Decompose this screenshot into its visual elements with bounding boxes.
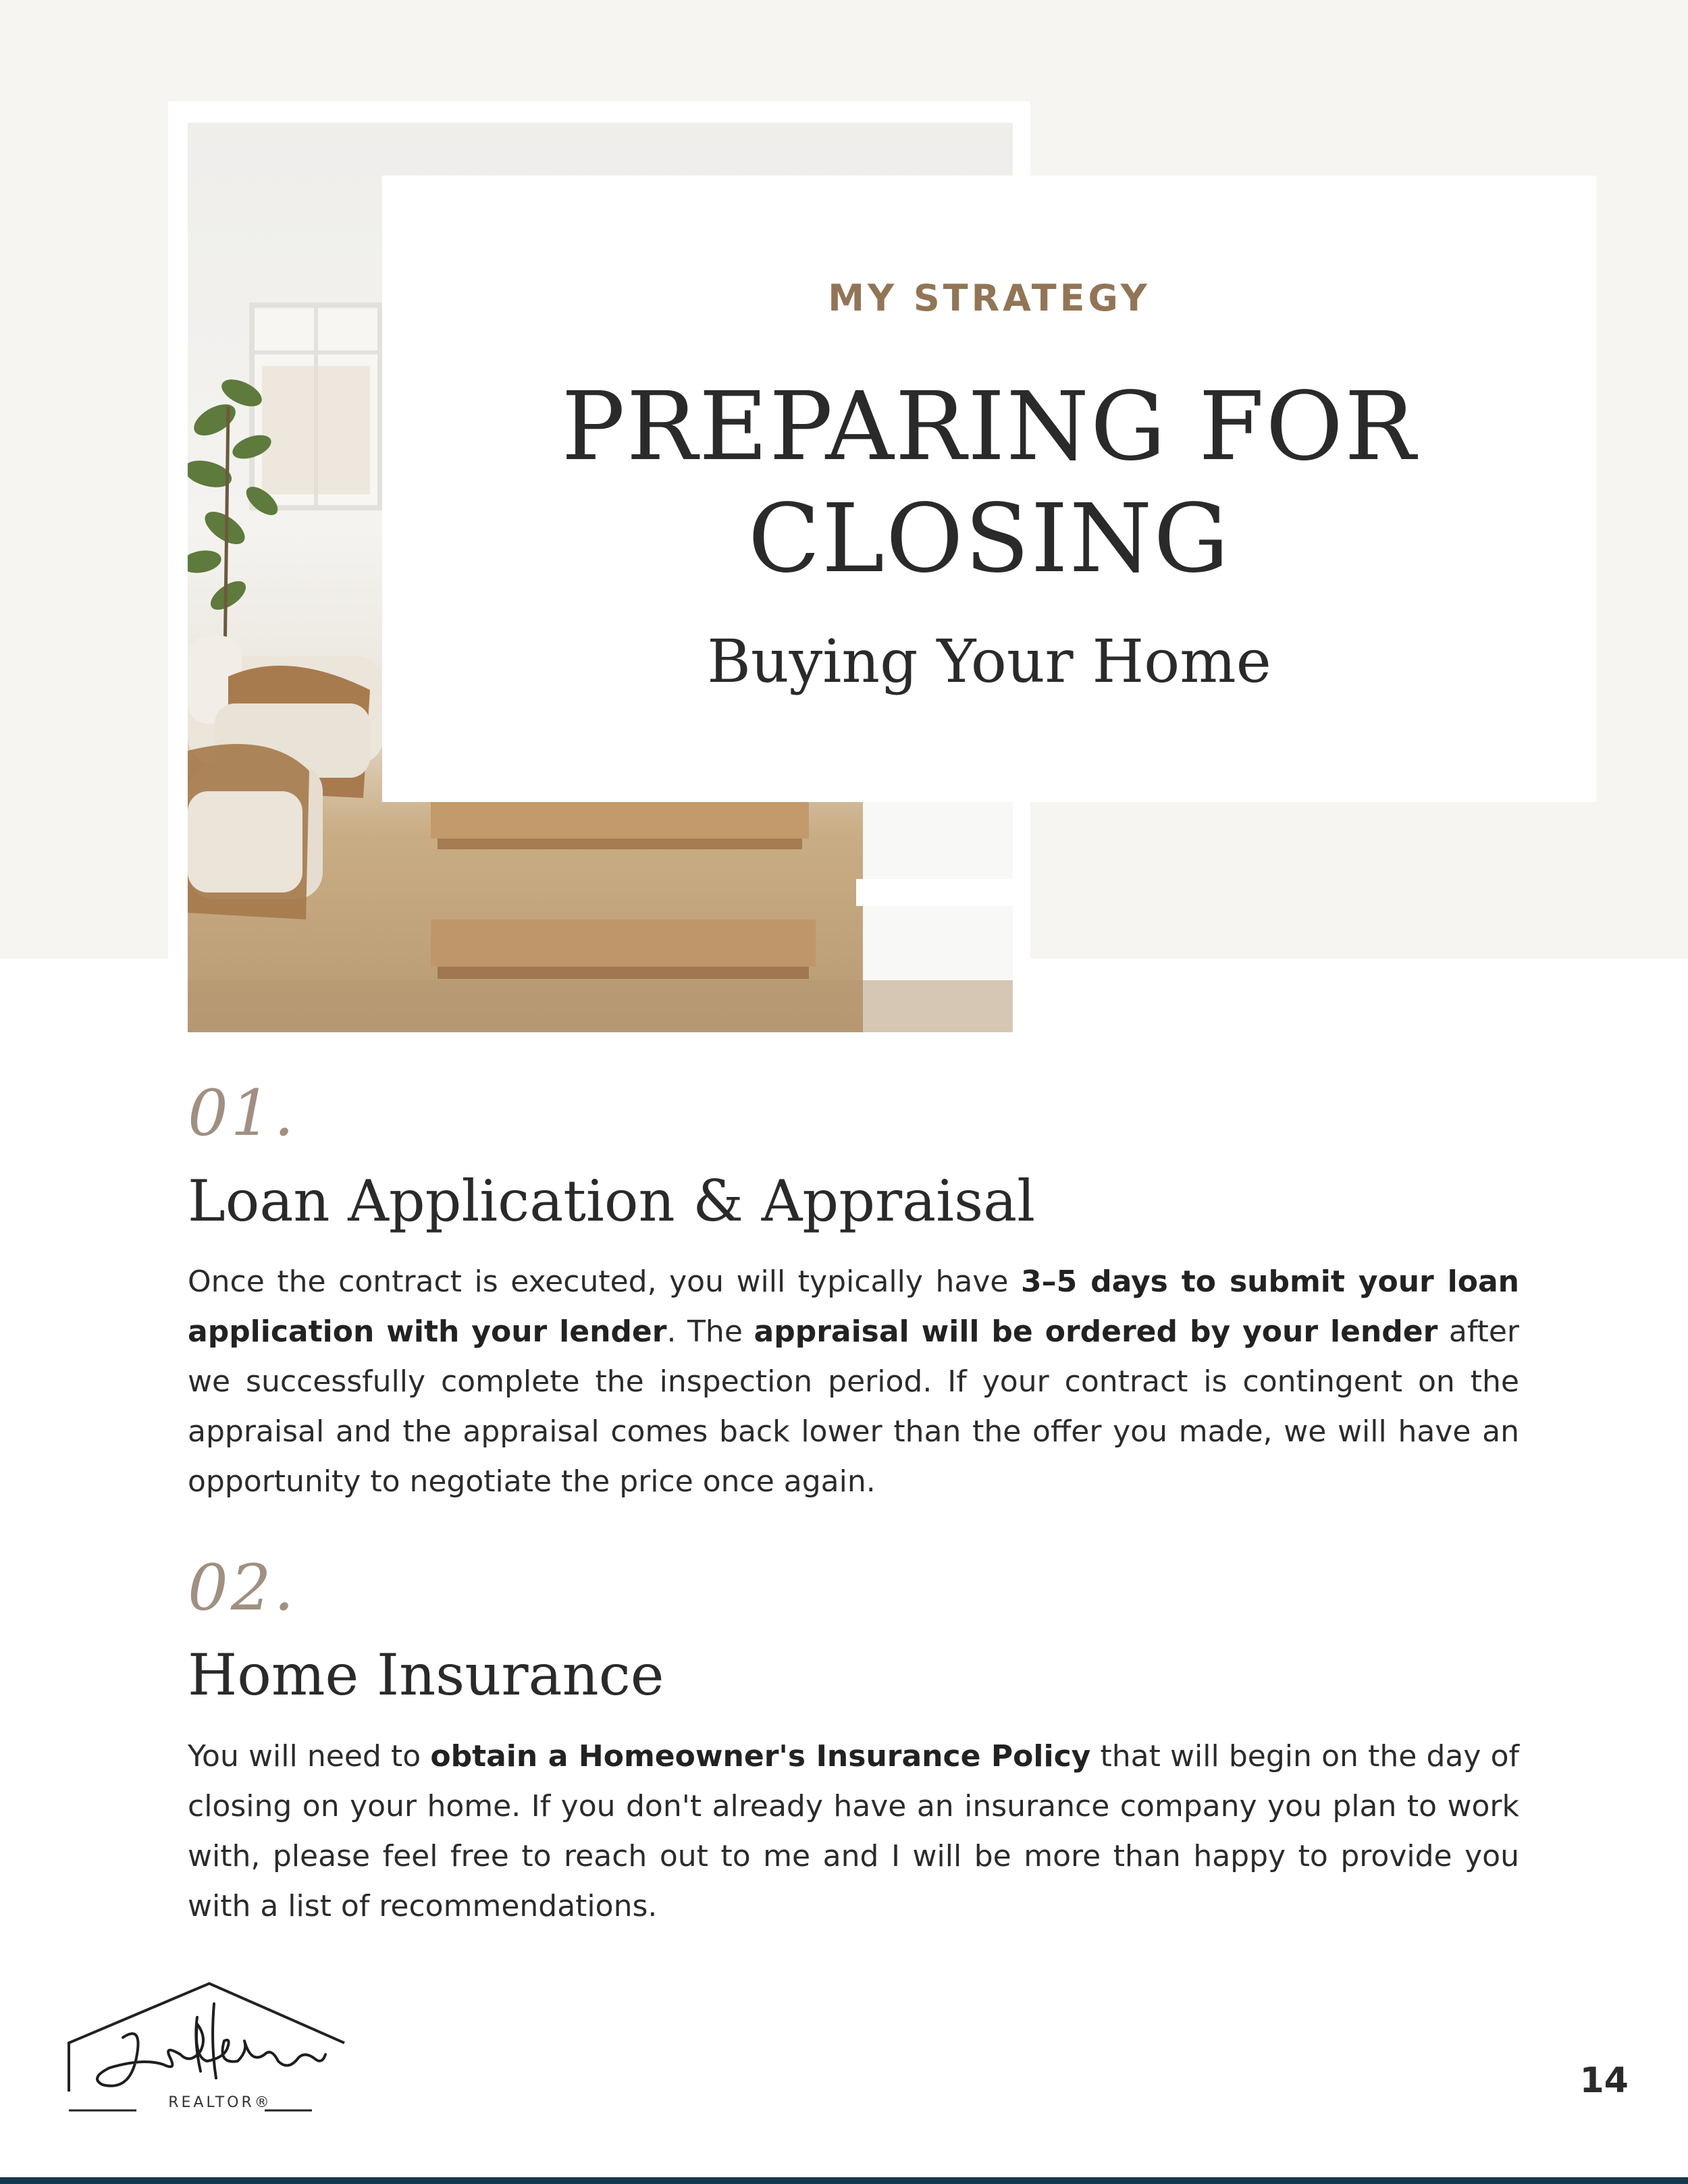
page-number: 14 xyxy=(1579,2060,1629,2101)
page-title-line-2: CLOSING xyxy=(747,484,1231,594)
step-number-1: 01. xyxy=(188,1077,297,1150)
step-body-1-emphasis: 3–5 days to submit your loan application with your lender xyxy=(188,1264,1519,1349)
realtor-logo xyxy=(62,1977,352,2125)
step-body-2-emphasis: obtain a Homeowner's Insurance Policy xyxy=(430,1739,1091,1774)
step-body-2-run: that will begin on the day of closing on your home. If you don't already have an insurance company you plan to work with, please feel free to reach out to me and I will be more than happy to provide you with a list of recommendations. xyxy=(188,1739,1519,1923)
step-title-2: Home Insurance xyxy=(188,1642,664,1708)
step-number-2: 02. xyxy=(188,1551,297,1625)
page-subtitle: Buying Your Home xyxy=(707,627,1271,696)
step-body-1-run: Once the contract is executed, you will typically have xyxy=(188,1264,1022,1299)
logo-subtext: REALTOR® xyxy=(168,2094,272,2111)
step-body-2 xyxy=(188,1732,1519,1932)
step-body-1-emphasis: appraisal will be ordered by your lender xyxy=(754,1314,1438,1349)
title-card xyxy=(382,176,1596,802)
step-body-1-run: . The xyxy=(666,1314,754,1349)
page-title xyxy=(382,371,1596,595)
section-kicker: MY STRATEGY xyxy=(828,277,1151,319)
step-body-2-run: You will need to xyxy=(188,1739,431,1774)
bottom-rule xyxy=(0,2177,1688,2184)
step-title-1: Loan Application & Appraisal xyxy=(188,1168,1036,1234)
page-title-line-1: PREPARING FOR xyxy=(561,372,1417,482)
step-body-1-run: after we successfully complete the inspection period. If your contract is contingent on the appraisal and the appraisal comes back lower than the offer you made, we will have an opportunity to negotiate the price once again. xyxy=(188,1314,1519,1499)
step-body-1 xyxy=(188,1257,1519,1507)
